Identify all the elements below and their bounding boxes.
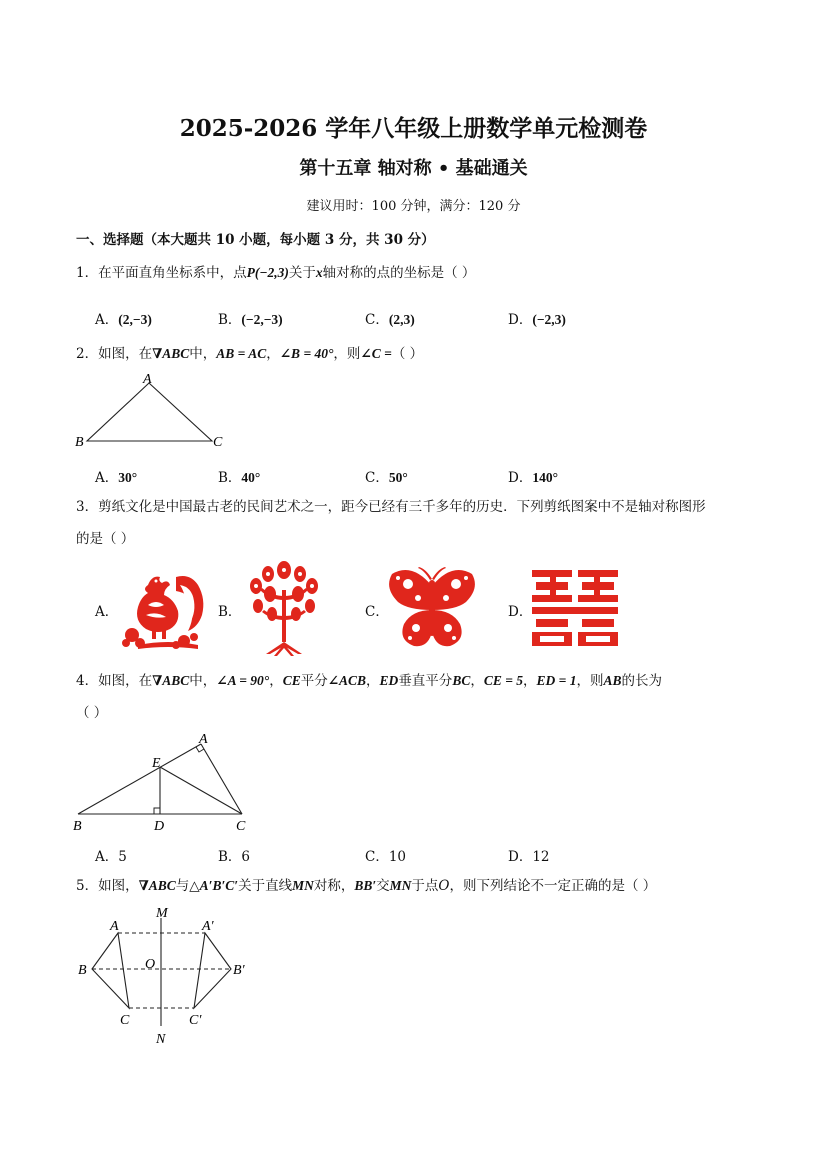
q1-option-d[interactable]: D．(−2,3) [508, 312, 566, 328]
q3-option-d-label[interactable]: D． [508, 604, 533, 620]
question-1: 1．在平面直角坐标系中，点P(−2,3)关于x轴对称的点的坐标是（ ） [76, 265, 476, 281]
label-a: A [199, 732, 208, 747]
label-o: O [145, 957, 156, 972]
q2-option-d[interactable]: D．140° [508, 470, 558, 486]
label-b: B [78, 963, 87, 978]
q4-option-c[interactable]: C．10 [365, 849, 407, 865]
q5-reflection-figure [70, 900, 260, 1050]
label-a-prime: A′ [202, 919, 214, 934]
question-4: 4．如图，在∇ABC中，∠A = 90°，CE平分∠ACB，ED垂直平分BC，CE = 5，ED = 1，则AB的长为 [76, 673, 662, 689]
q1-option-c[interactable]: C．(2,3) [365, 312, 415, 328]
q3-option-b-label[interactable]: B． [218, 604, 242, 620]
section-heading: 一、选择题（本大题共 10 小题，每小题 3 分，共 30 分） [76, 232, 435, 248]
label-e: E [152, 756, 161, 771]
q2-triangle-figure [70, 372, 230, 452]
label-d: D [154, 819, 165, 834]
point-p: P(−2,3) [246, 265, 289, 280]
label-a: A [110, 919, 119, 934]
label-c: C [213, 435, 223, 450]
q1-option-a[interactable]: A．(2,−3) [95, 312, 152, 328]
q4-option-d[interactable]: D．12 [508, 849, 550, 865]
label-b: B [75, 435, 84, 450]
question-4-line-2: （ ） [76, 705, 108, 721]
label-b-prime: B′ [233, 963, 245, 978]
label-c: C [236, 819, 246, 834]
label-c-prime: C′ [189, 1013, 202, 1028]
question-3-line-1: 3．剪纸文化是中国最古老的民间艺术之一，距今已经有三千多年的历史．下列剪纸图案中不是轴对称图形 [76, 499, 706, 515]
question-5: 5．如图，∇ABC与△A′B′C′关于直线MN对称，BB′交MN于点O，则下列结论不一定正确的是（ ） [76, 878, 657, 894]
question-2: 2．如图，在∇ABC中，AB = AC，∠B = 40°，则∠C =（ ） [76, 346, 424, 362]
label-a: A [143, 372, 152, 387]
q3-option-a-label[interactable]: A． [95, 604, 119, 620]
question-3-line-2: 的是（ ） [76, 531, 135, 547]
q4-triangle-figure [68, 727, 258, 835]
q4-option-b[interactable]: B．6 [218, 849, 251, 865]
rooster-papercut-icon[interactable] [118, 565, 210, 650]
q4-option-a[interactable]: A．5 [95, 849, 127, 865]
label-n: N [156, 1032, 166, 1047]
tree-papercut-icon[interactable] [244, 560, 324, 656]
q2-option-c[interactable]: C．50° [365, 470, 408, 486]
time-score-advice: 建议用时：100 分钟，满分：120 分 [306, 199, 521, 214]
double-happiness-papercut-icon[interactable] [532, 570, 618, 646]
q1-option-b[interactable]: B．(−2,−3) [218, 312, 283, 328]
butterfly-papercut-icon[interactable] [386, 566, 478, 650]
page-subtitle: 第十五章 轴对称 • 基础通关 [299, 158, 528, 179]
q2-option-a[interactable]: A．30° [95, 470, 138, 486]
label-m: M [156, 906, 168, 921]
q2-option-b[interactable]: B．40° [218, 470, 261, 486]
page-title: 2025-2026 学年八年级上册数学单元检测卷 [179, 115, 648, 142]
q3-option-c-label[interactable]: C． [365, 604, 389, 620]
label-c: C [120, 1013, 130, 1028]
label-b: B [73, 819, 82, 834]
